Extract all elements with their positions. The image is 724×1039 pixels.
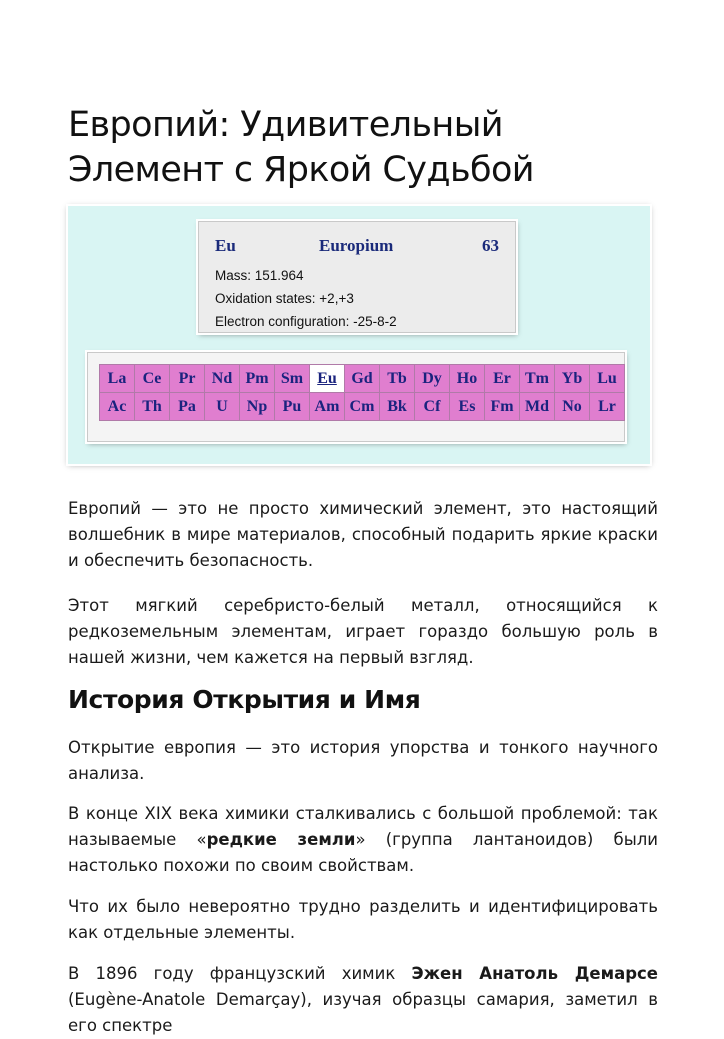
periodic-figure — [68, 206, 650, 464]
element-cell-ho[interactable]: Ho — [450, 365, 484, 392]
lanthanide-actinide-table — [87, 352, 625, 442]
element-cell-pr[interactable]: Pr — [170, 365, 204, 392]
paragraph-discovery: Открытие европия — это история упорства и тонкого научного анализа. — [68, 738, 658, 783]
paragraph-rare-earths — [68, 801, 658, 879]
text-fragment: (Eugène-Anatole Demarçay), изучая образцы самария, заметил в его спектре — [68, 990, 658, 1035]
element-cell-tb[interactable]: Tb — [380, 365, 414, 392]
bold-term: редкие земли — [206, 830, 356, 849]
element-cell-er[interactable]: Er — [485, 365, 519, 392]
element-card-header — [215, 236, 499, 258]
paragraph-metal: Этот мягкий серебристо-белый металл, относящийся к редкоземельным элементам, играет гораздо большую роль в нашей жизни, чем кажется на первый взгляд. — [68, 596, 658, 667]
section-heading-history: История Открытия и Имя — [68, 685, 421, 714]
element-cell-sm[interactable]: Sm — [275, 365, 309, 392]
element-cell-la[interactable]: La — [100, 365, 134, 392]
element-electron-config: Electron configuration: -25-8-2 — [215, 314, 397, 329]
element-cell-pm[interactable]: Pm — [240, 365, 274, 392]
element-cell-cm[interactable]: Cm — [345, 393, 379, 420]
element-cell-no[interactable]: No — [555, 393, 589, 420]
element-cell-pu[interactable]: Pu — [275, 393, 309, 420]
paragraph-separation: Что их было невероятно трудно разделить и идентифицировать как отдельные элементы. — [68, 897, 658, 942]
page-title: Европий: Удивительный Элемент с Яркой Судьбой — [68, 105, 534, 190]
element-symbol: Eu — [215, 236, 236, 255]
element-cell-gd[interactable]: Gd — [345, 365, 379, 392]
text-fragment: В конце XIX века химики сталкивались с большой проблемой: так называемые « — [68, 804, 658, 849]
element-cell-eu[interactable]: Eu — [310, 365, 344, 392]
element-cell-nd[interactable]: Nd — [205, 365, 239, 392]
element-cell-tm[interactable]: Tm — [520, 365, 554, 392]
element-cell-dy[interactable]: Dy — [415, 365, 449, 392]
element-cell-md[interactable]: Md — [520, 393, 554, 420]
element-cell-pa[interactable]: Pa — [170, 393, 204, 420]
element-name: Europium — [319, 236, 394, 255]
paragraph-intro: Европий — это не просто химический элемент, это настоящий волшебник в мире материалов, способный подарить яркие краски и обеспечить безопасность. — [68, 499, 658, 570]
element-cell-u[interactable]: U — [205, 393, 239, 420]
element-cell-bk[interactable]: Bk — [380, 393, 414, 420]
element-number: 63 — [482, 236, 499, 255]
element-cell-am[interactable]: Am — [310, 393, 344, 420]
text-fragment: В 1896 году французский химик — [68, 964, 412, 983]
element-grid — [99, 364, 625, 421]
element-cell-yb[interactable]: Yb — [555, 365, 589, 392]
element-mass: Mass: 151.964 — [215, 268, 304, 283]
element-cell-es[interactable]: Es — [450, 393, 484, 420]
element-cell-th[interactable]: Th — [135, 393, 169, 420]
text-fragment: » (группа лантаноидов) были настолько похожи по своим свойствам. — [68, 830, 659, 875]
element-cell-fm[interactable]: Fm — [485, 393, 519, 420]
element-cell-np[interactable]: Np — [240, 393, 274, 420]
element-oxidation: Oxidation states: +2,+3 — [215, 291, 354, 306]
element-cell-lu[interactable]: Lu — [590, 365, 624, 392]
element-cell-cf[interactable]: Cf — [415, 393, 449, 420]
element-info-card — [198, 221, 516, 333]
element-cell-ce[interactable]: Ce — [135, 365, 169, 392]
bold-name: Эжен Анатоль Демарсе — [411, 964, 658, 983]
paragraph-demarcay — [68, 961, 658, 1039]
element-cell-lr[interactable]: Lr — [590, 393, 624, 420]
element-cell-ac[interactable]: Ac — [100, 393, 134, 420]
